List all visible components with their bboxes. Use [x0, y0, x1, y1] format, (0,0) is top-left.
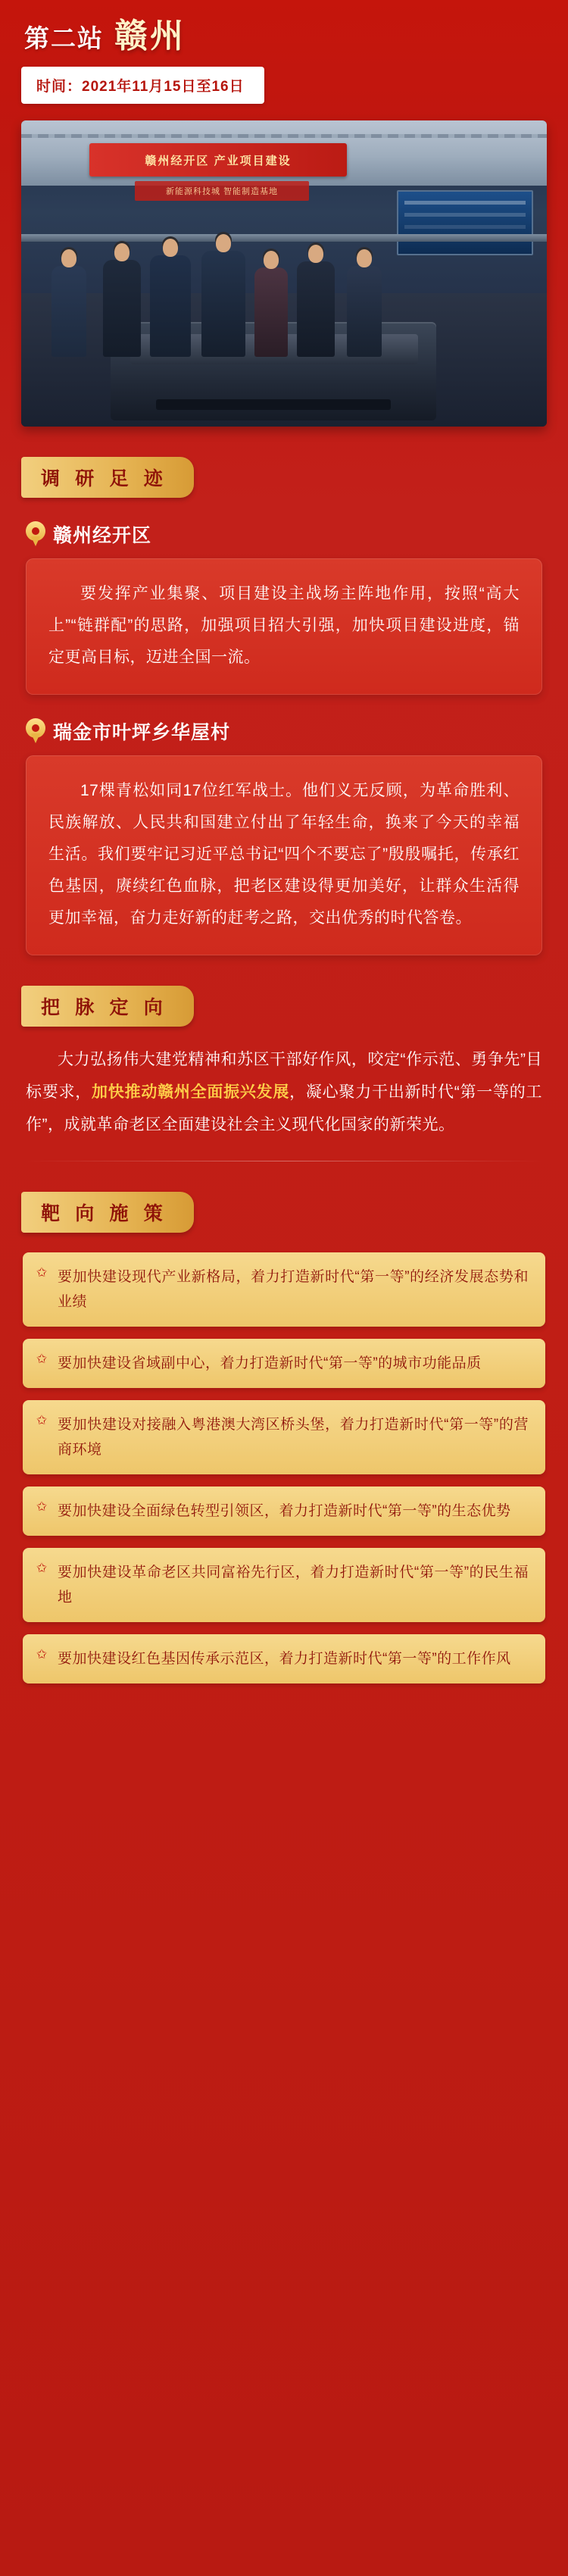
photo-person-4 [201, 251, 245, 357]
direction-part2: ，凝心聚力干出新时代“第一等的工作”，成就革命老区全面建设社会主义现代化国家的新荣光。 [26, 1083, 543, 1133]
star-icon: ✩ [36, 1647, 48, 1662]
place-1 [26, 521, 542, 548]
measure-item [23, 1400, 545, 1474]
page-header [0, 0, 568, 104]
page-title-small: 第二站 [24, 24, 104, 52]
section-heading-footprints [21, 457, 194, 498]
person-head [163, 239, 178, 257]
photo-screen [397, 190, 533, 255]
place-1-text: 要发挥产业集聚、项目建设主战场主阵地作用，按照“高大上”“链群配”的思路，加强项目招大引强，加快项目建设进度，锚定更高目标，迈进全国一流。 [48, 585, 520, 666]
measure-text: 要加快建设省域副中心，着力打造新时代“第一等”的城市功能品质 [58, 1355, 482, 1371]
section-heading-text: 把 脉 定 向 [41, 998, 168, 1018]
person-head [264, 251, 279, 269]
title-row [21, 17, 547, 55]
measure-item [23, 1487, 545, 1536]
measure-item [23, 1548, 545, 1622]
person-head [308, 245, 323, 263]
person-head [216, 234, 231, 252]
place-2-card [26, 755, 542, 955]
measure-text: 要加快建设红色基因传承示范区，着力打造新时代“第一等”的工作作风 [58, 1651, 511, 1667]
person-head [114, 243, 130, 261]
person-head [357, 249, 372, 267]
photo-person-7 [347, 266, 382, 357]
photo-banner: 赣州经开区 产业项目建设 [89, 143, 347, 177]
photo-truss [21, 134, 547, 138]
measure-text: 要加快建设对接融入粤港澳大湾区桥头堡，着力打造新时代“第一等”的营商环境 [58, 1417, 529, 1458]
photo-person-1 [51, 266, 86, 357]
place-1-card [26, 558, 542, 695]
star-icon: ✩ [36, 1352, 48, 1366]
measure-text: 要加快建设现代产业新格局，着力打造新时代“第一等”的经济发展态势和业绩 [58, 1269, 529, 1310]
section-heading-text: 靶 向 施 策 [41, 1204, 168, 1224]
photo-person-2 [103, 260, 141, 357]
location-pin-icon [26, 521, 45, 547]
star-icon: ✩ [36, 1561, 48, 1575]
star-icon: ✩ [36, 1265, 48, 1280]
photo-person-3 [150, 255, 191, 357]
photo-person-5 [254, 267, 288, 357]
star-icon: ✩ [36, 1413, 48, 1427]
visit-photo [21, 120, 547, 427]
section-heading-text: 调 研 足 迹 [41, 469, 168, 489]
measure-item [23, 1252, 545, 1327]
photo-container [21, 120, 547, 427]
place-2 [26, 717, 542, 745]
measure-list [23, 1252, 545, 1683]
photo-person-6 [297, 261, 335, 357]
direction-block [26, 1043, 542, 1141]
place-2-text: 17棵青松如同17位红军战士。他们义无反顾，为革命胜利、民族解放、人民共和国建立付出了年轻生命，换来了今天的幸福生活。我们要牢记习近平总书记“四个不要忘了”殷殷嘱托，传承红色基因，赓续红色血脉，把老区建设得更加美好，让群众生活得更加幸福，奋力走好新的赶考之路，交出优秀的时代答卷。 [48, 782, 520, 927]
section-heading-measures [21, 1192, 194, 1233]
page-title-big: 赣州 [114, 17, 186, 55]
bottom-spacer [0, 1696, 568, 1726]
section-heading-direction [21, 986, 194, 1027]
measure-text: 要加快建设革命老区共同富裕先行区，着力打造新时代“第一等”的民生福地 [58, 1565, 529, 1605]
place-1-name: 赣州经开区 [53, 526, 152, 546]
person-head [61, 249, 76, 267]
direction-paragraph [26, 1043, 542, 1141]
measure-item [23, 1634, 545, 1683]
direction-highlight: 加快推动赣州全面振兴发展 [92, 1083, 290, 1101]
photo-banner-sub: 新能源科技城 智能制造基地 [135, 181, 309, 201]
place-2-name: 瑞金市叶坪乡华屋村 [53, 723, 231, 743]
date-badge [21, 67, 264, 104]
photo-rail [21, 234, 547, 242]
direction-part1: 大力弘扬伟大建党精神和苏区干部好作风，咬定“作示范、勇争先”目标要求， [26, 1051, 542, 1101]
date-text: 时间：2021年11月15日至16日 [36, 79, 245, 95]
star-icon: ✩ [36, 1499, 48, 1514]
measure-item [23, 1339, 545, 1388]
measure-text: 要加快建设全面绿色转型引领区，着力打造新时代“第一等”的生态优势 [58, 1503, 511, 1519]
location-pin-icon [26, 718, 45, 744]
